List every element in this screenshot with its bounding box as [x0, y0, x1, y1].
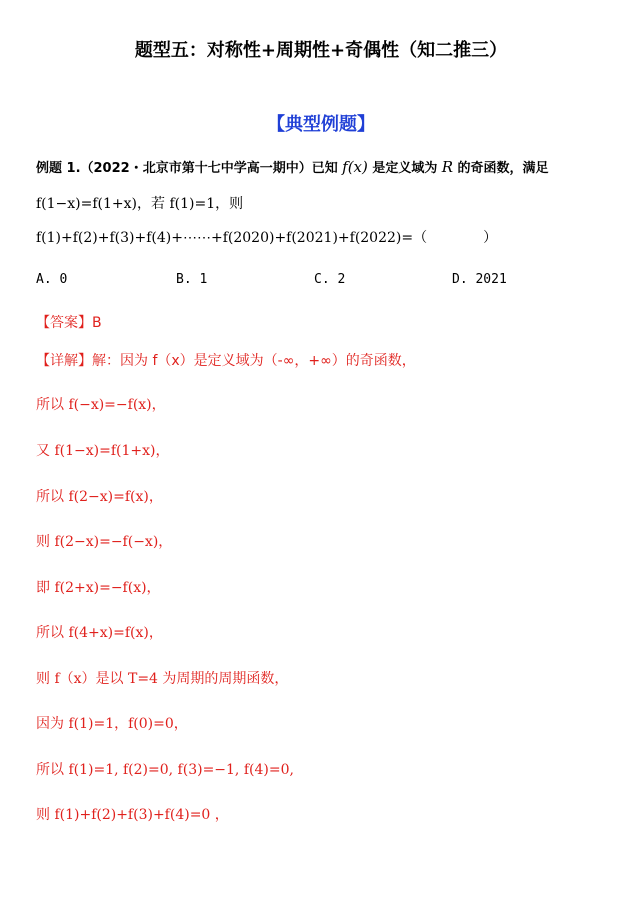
answer: 【答案】B — [36, 315, 102, 331]
explain-line-2: 又 f(1−x)=f(1+x)， — [36, 443, 170, 459]
question-sum-line — [36, 227, 497, 249]
explain-line-10: 则 f(1)+f(2)+f(3)+f(4)=0 ， — [36, 807, 229, 823]
option-b: B. 1 — [176, 272, 208, 287]
explain-head: 【详解】解：因为 f（x）是定义域为（-∞，+∞）的奇函数， — [36, 353, 416, 369]
explain-line-1: 所以 f(−x)=−f(x)， — [36, 397, 166, 413]
explain-line-8: 因为 f(1)=1，f(0)=0， — [36, 716, 188, 732]
option-a: A. 0 — [36, 272, 68, 287]
option-d: D. 2021 — [452, 272, 507, 287]
question-text1: 是定义域为 — [372, 161, 438, 176]
question-text2: 的奇函数，满足 — [457, 161, 549, 176]
explain-line-4: 则 f(2−x)=−f(−x)， — [36, 534, 173, 550]
page-title: 题型五：对称性+周期性+奇偶性（知二推三） — [134, 40, 508, 61]
question-domain: R — [441, 158, 454, 176]
explain-line-7: 则 f（x）是以 T=4 为周期的周期函数， — [36, 671, 289, 687]
question-label: 例题 1.（2022・北京市第十七中学高一期中）已知 — [36, 161, 338, 176]
explain-line-6: 所以 f(4+x)=f(x)， — [36, 625, 163, 641]
question-fx: f(x) — [342, 158, 368, 176]
explain-line-5: 即 f(2+x)=−f(x)， — [36, 580, 161, 596]
question-close: ） — [483, 230, 498, 246]
section-heading: 【典型例题】 — [267, 114, 375, 135]
question-sum: f(1)+f(2)+f(3)+f(4)+⋯⋯+f(2020)+f(2021)+f(2022)=（ — [36, 230, 428, 246]
explain-line-9: 所以 f(1)=1, f(2)=0, f(3)=−1, f(4)=0, — [36, 762, 294, 778]
explain-line-3: 所以 f(2−x)=f(x)， — [36, 489, 163, 505]
option-c: C. 2 — [314, 272, 346, 287]
question-line-1 — [36, 156, 549, 180]
question-condition: f(1−x)=f(1+x)，若 f(1)=1，则 — [36, 196, 244, 212]
